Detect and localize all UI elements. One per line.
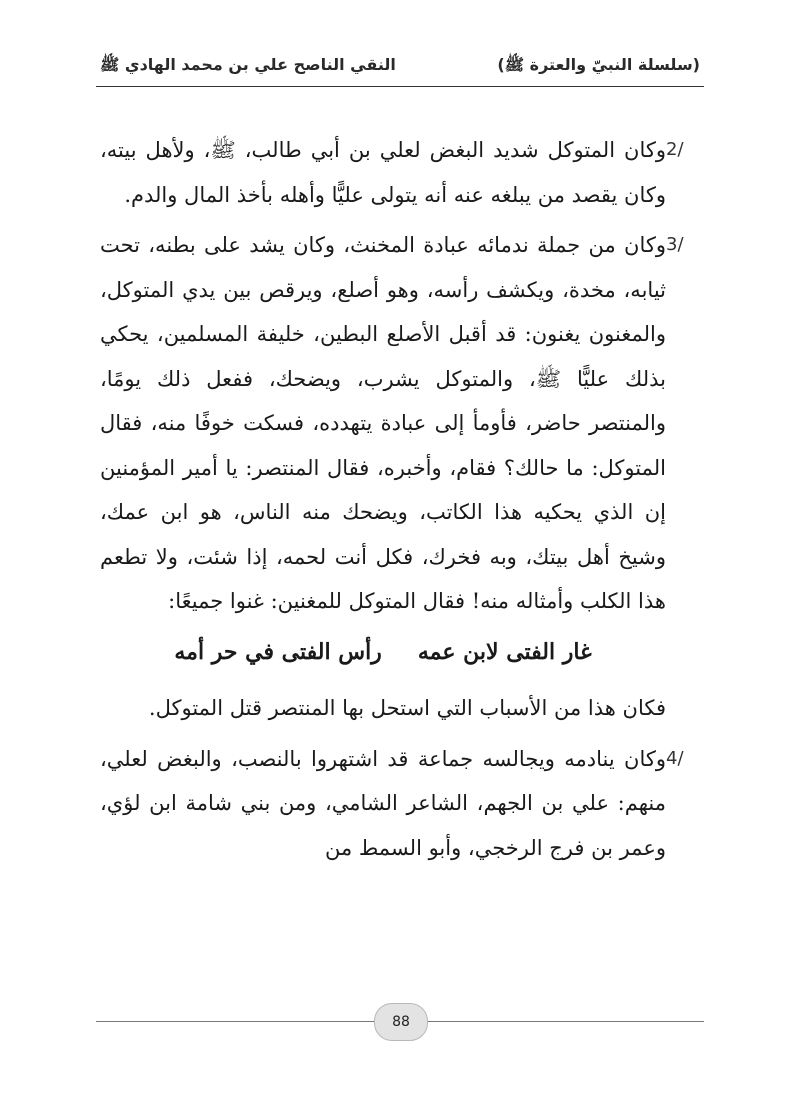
page-number: 88 <box>374 1003 428 1041</box>
list-item-3 <box>100 223 700 624</box>
item-number: 4/ <box>666 747 684 769</box>
page-body <box>100 128 700 876</box>
poem-first-hemistich: غار الفتى لابن عمه <box>417 638 592 665</box>
item-text: وكان المتوكل شديد البغض لعلي بن أبي طالب، ﷺ، ولأهل بيته، وكان يقصد من يبلغه عنه أنه يتولى عليًّا وأهله بأخذ المال والدم. <box>100 138 666 207</box>
poem-second-hemistich: رأس الفتى في حر أمه <box>174 638 382 665</box>
running-header <box>100 50 700 82</box>
item-number: 3/ <box>666 234 684 255</box>
after-poem-paragraph: فكان هذا من الأسباب التي استحل بها المنتصر قتل المتوكل. <box>148 696 666 720</box>
item-text: وكان من جملة ندمائه عبادة المخنث، وكان يشد على بطنه، تحت ثيابه، مخدة، ويكشف رأسه، وهو أصلع، ويرقص بين يدي المتوكل، والمغنون يغنون: قد أقبل الأصلع البطين، خليفة المسلمين، يحكي بذلك عليًّا ﷺ، والمتوكل يشرب، ويضحك، ففعل ذلك يومًا، والمنتصر حاضر، فأومأ إلى عبادة يتهدده، فسكت خوفًا منه، فقال المتوكل: ما حالك؟ فقام، وأخبره، فقال المنتصر: يا أمير المؤمنين إن الذي يحكيه هذا الكاتب، ويضحك منه الناس، هو ابن عمك، وشيخ أهل بيتك، وبه فخرك، فكل أنت لحمه، إذا شئت، ولا تطعم هذا الكلب وأمثاله منه! فقال المتوكل للمغنين: غنوا جميعًا: <box>100 233 666 613</box>
header-divider <box>96 86 704 87</box>
item-number: 2/ <box>666 139 684 160</box>
series-title: (سلسلة النبيّ والعترة ﷺ) <box>497 54 700 74</box>
book-title: النقي الناصح علي بن محمد الهادي ﷺ <box>100 54 396 74</box>
poem-verse <box>100 630 700 675</box>
list-item-4 <box>100 737 700 871</box>
item-text: وكان ينادمه ويجالسه جماعة قد اشتهروا بالنصب، والبغض لعلي، منهم: علي بن الجهم، الشاعر الشامي، ومن بني شامة ابن لؤي، وعمر بن فرج الرخجي، وأبو السمط من <box>100 746 666 860</box>
list-item-2 <box>100 128 700 217</box>
